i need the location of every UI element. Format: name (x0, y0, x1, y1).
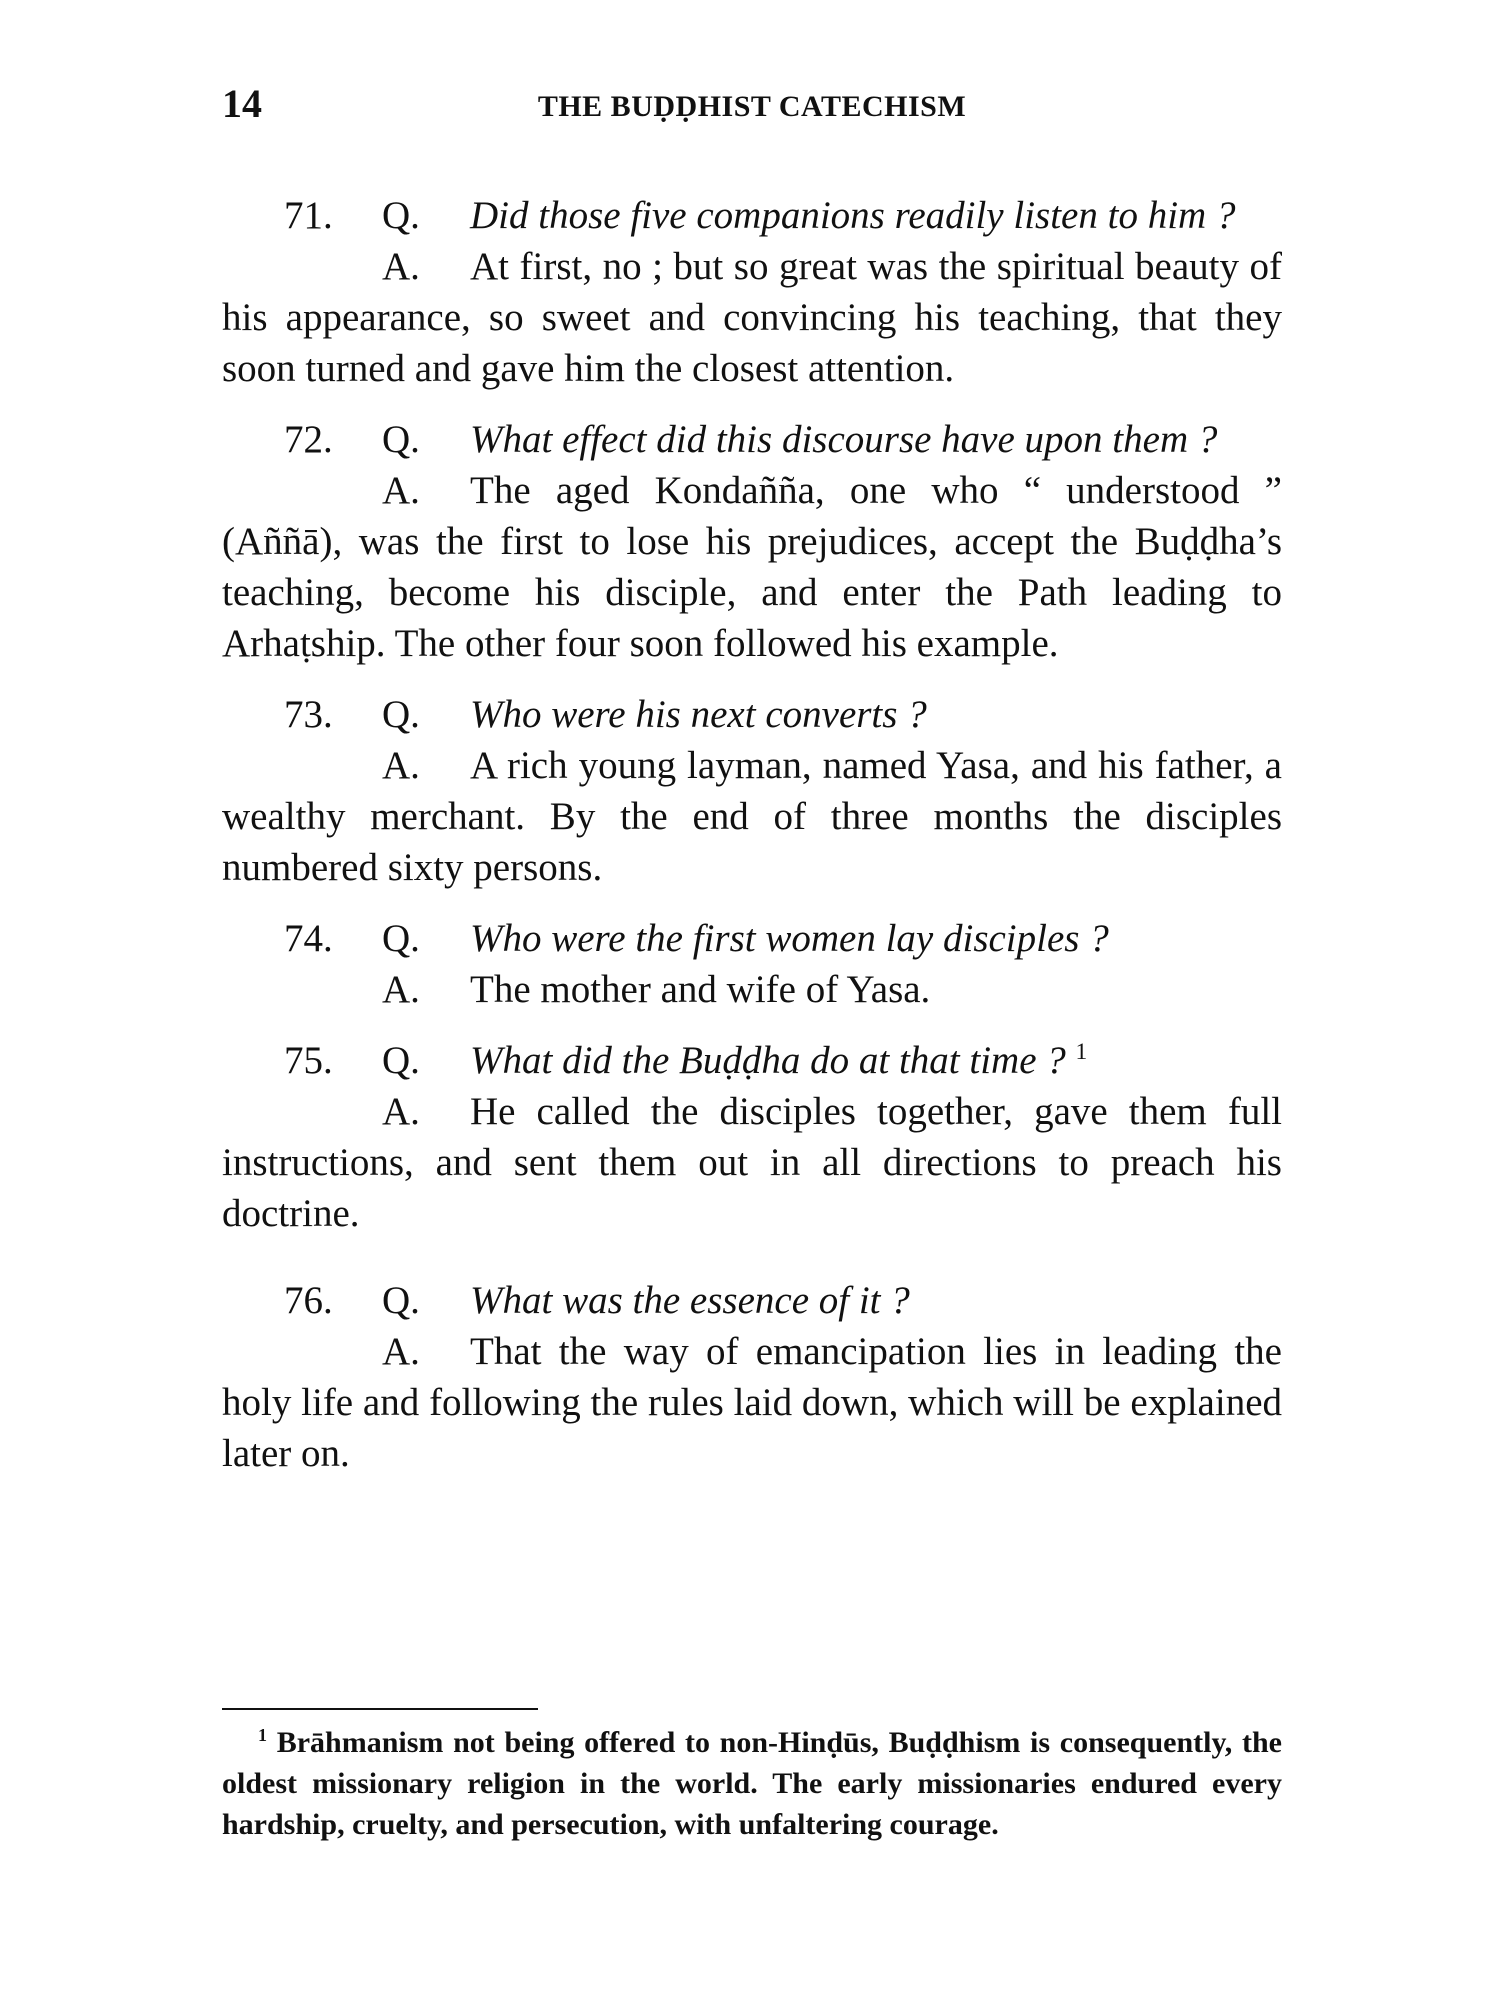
running-title: THE BUḌḌHIST CATECHISM (537, 90, 967, 123)
footnote-mark: 1 (258, 1725, 267, 1745)
question-number: 74. (284, 917, 333, 960)
qa-entry-71 (222, 190, 1282, 394)
question-number: 72. (284, 418, 333, 461)
a-label: A. (382, 968, 420, 1011)
a-label: A. (382, 469, 420, 512)
answer-text: The aged Kondañña, one who “ understood ” (Aññā), was the first to lose his prejudices, accept the Buḍḍha’s teaching, become his disciple, and enter the Path leading to Arhaṭship. The other four soon followed his example. (222, 469, 1282, 665)
answer (222, 241, 1282, 394)
question-text: Who were the first women lay disciples ? (470, 917, 1109, 960)
qa-entry-74 (222, 913, 1282, 1015)
question-text: What was the essence of it ? (470, 1279, 910, 1322)
answer (222, 1086, 1282, 1239)
qa-entry-76 (222, 1275, 1282, 1479)
question-text: What effect did this discourse have upon them ? (470, 418, 1218, 461)
question (222, 689, 1282, 740)
q-label: Q. (382, 418, 420, 461)
footnote-text: Brāhmanism not being offered to non-Hinḍūs, Buḍḍhism is consequently, the oldest missionary religion in the world. The early missionaries endured every hardship, cruelty, and persecution, with unfaltering courage. (222, 1726, 1282, 1841)
a-label: A. (382, 1330, 420, 1373)
q-label: Q. (382, 693, 420, 736)
a-label: A. (382, 245, 420, 288)
page-number: 14 (222, 81, 262, 126)
answer-text: At first, no ; but so great was the spiritual beauty of his appearance, so sweet and convincing his teaching, that they soon turned and gave him the closest attention. (222, 245, 1282, 390)
answer-text: That the way of emancipation lies in leading the holy life and following the rules laid down, which will be explained later on. (222, 1330, 1282, 1475)
answer (222, 465, 1282, 669)
answer (222, 740, 1282, 893)
q-label: Q. (382, 194, 420, 237)
page-header (222, 80, 1282, 140)
a-label: A. (382, 744, 420, 787)
q-label: Q. (382, 917, 420, 960)
q-label: Q. (382, 1039, 420, 1082)
footnote-divider (222, 1708, 538, 1710)
answer-text: He called the disciples together, gave them full instructions, and sent them out in all directions to preach his doctrine. (222, 1090, 1282, 1235)
footnote-body (222, 1722, 1282, 1845)
answer-text: The mother and wife of Yasa. (470, 968, 931, 1011)
question-number: 73. (284, 693, 333, 736)
question-number: 76. (284, 1279, 333, 1322)
question (222, 913, 1282, 964)
answer (222, 1326, 1282, 1479)
question-text: Who were his next converts ? (470, 693, 927, 736)
catechism-text (222, 190, 1282, 1499)
question (222, 1275, 1282, 1326)
footnote-reference[interactable]: 1 (1075, 1039, 1088, 1065)
question-text: What did the Buḍḍha do at that time ? (470, 1039, 1066, 1082)
answer (222, 964, 1282, 1015)
question (222, 414, 1282, 465)
question (222, 1035, 1282, 1086)
qa-entry-72 (222, 414, 1282, 669)
qa-entry-75 (222, 1035, 1282, 1239)
question-text: Did those five companions readily listen to him ? (470, 194, 1236, 237)
question (222, 190, 1282, 241)
a-label: A. (382, 1090, 420, 1133)
qa-entry-73 (222, 689, 1282, 893)
q-label: Q. (382, 1279, 420, 1322)
footnote (222, 1722, 1282, 1845)
question-number: 71. (284, 194, 333, 237)
question-number: 75. (284, 1039, 333, 1082)
answer-text: A rich young layman, named Yasa, and his father, a wealthy merchant. By the end of three months the disciples numbered sixty persons. (222, 744, 1282, 889)
